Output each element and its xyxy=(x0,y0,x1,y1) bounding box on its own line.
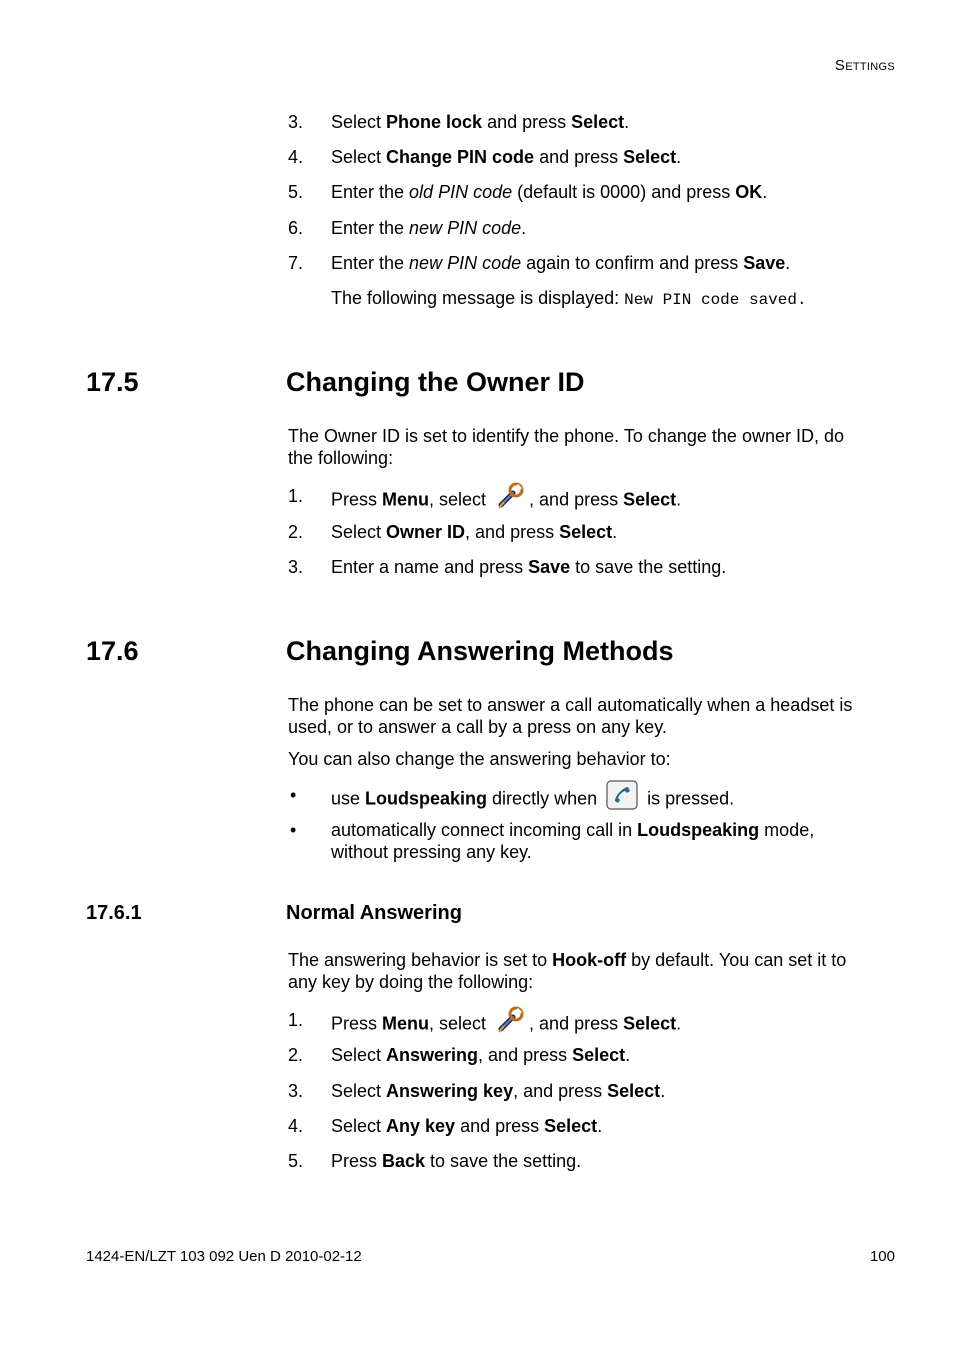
step-text: Select Answering key, and press Select. xyxy=(331,1081,666,1101)
subsection-heading: Normal Answering xyxy=(286,902,462,924)
step-text: Enter a name and press Save to save the setting. xyxy=(331,557,727,577)
display-message: New PIN code saved. xyxy=(624,291,807,309)
bullet-mark: • xyxy=(290,820,297,840)
step-number: 2. xyxy=(288,522,304,542)
paragraph-line: You can also change the answering behavior to: xyxy=(288,749,671,769)
settings-wrench-icon xyxy=(495,481,525,516)
call-key-icon xyxy=(606,780,638,815)
step-number: 6. xyxy=(288,218,304,238)
step-number: 5. xyxy=(288,1151,304,1171)
step-number: 4. xyxy=(288,1116,304,1136)
bullet-text: automatically connect incoming call in Loudspeaking mode, xyxy=(331,820,815,840)
step-text: Press Back to save the setting. xyxy=(331,1151,582,1171)
step-number: 4. xyxy=(288,147,304,167)
step-text: Select Owner ID, and press Select. xyxy=(331,522,618,542)
page-number: 100 xyxy=(869,1248,895,1265)
step-number: 3. xyxy=(288,112,304,132)
step-number: 5. xyxy=(288,182,304,202)
step-text: Select Any key and press Select. xyxy=(331,1116,603,1136)
message-note: The following message is displayed: New PIN code saved. xyxy=(331,288,807,309)
bullet-text: use Loudspeaking directly when is pressed. xyxy=(331,784,734,815)
step-number: 3. xyxy=(288,557,304,577)
step-text: Select Phone lock and press Select. xyxy=(331,112,630,132)
bullet-mark: • xyxy=(290,785,297,805)
paragraph-line: the following: xyxy=(288,448,394,468)
section-number: 17.6 xyxy=(86,636,139,666)
paragraph-line: used, or to answer a call by a press on any key. xyxy=(288,717,667,737)
step-number: 3. xyxy=(288,1081,304,1101)
section-heading: Changing the Owner ID xyxy=(286,367,585,397)
step-number: 2. xyxy=(288,1045,304,1065)
step-text: Enter the old PIN code (default is 0000) and press OK. xyxy=(331,182,768,202)
step-text: Select Answering, and press Select. xyxy=(331,1045,631,1065)
running-header: Settings xyxy=(834,57,895,74)
step-text: Enter the new PIN code. xyxy=(331,218,527,238)
section-number: 17.5 xyxy=(86,367,139,397)
step-text: Select Change PIN code and press Select. xyxy=(331,147,682,167)
settings-wrench-icon xyxy=(495,1005,525,1040)
step-text: Press Menu, select , and press Select. xyxy=(331,1009,681,1040)
step-text: Enter the new PIN code again to confirm and press Save. xyxy=(331,253,791,273)
subsection-number: 17.6.1 xyxy=(86,902,142,924)
paragraph-line: The Owner ID is set to identify the phone. To change the owner ID, do xyxy=(288,426,844,446)
step-number: 1. xyxy=(288,486,304,506)
footer-doc-id: 1424-EN/LZT 103 092 Uen D 2010-02-12 xyxy=(86,1248,362,1265)
paragraph-line: any key by doing the following: xyxy=(288,972,534,992)
step-number: 7. xyxy=(288,253,304,273)
paragraph-line: The answering behavior is set to Hook-off by default. You can set it to xyxy=(288,950,847,970)
bullet-text-line2: without pressing any key. xyxy=(331,842,532,862)
section-heading: Changing Answering Methods xyxy=(286,636,674,666)
step-number: 1. xyxy=(288,1010,304,1030)
step-text: Press Menu, select , and press Select. xyxy=(331,485,681,516)
paragraph-line: The phone can be set to answer a call automatically when a headset is xyxy=(288,695,853,715)
